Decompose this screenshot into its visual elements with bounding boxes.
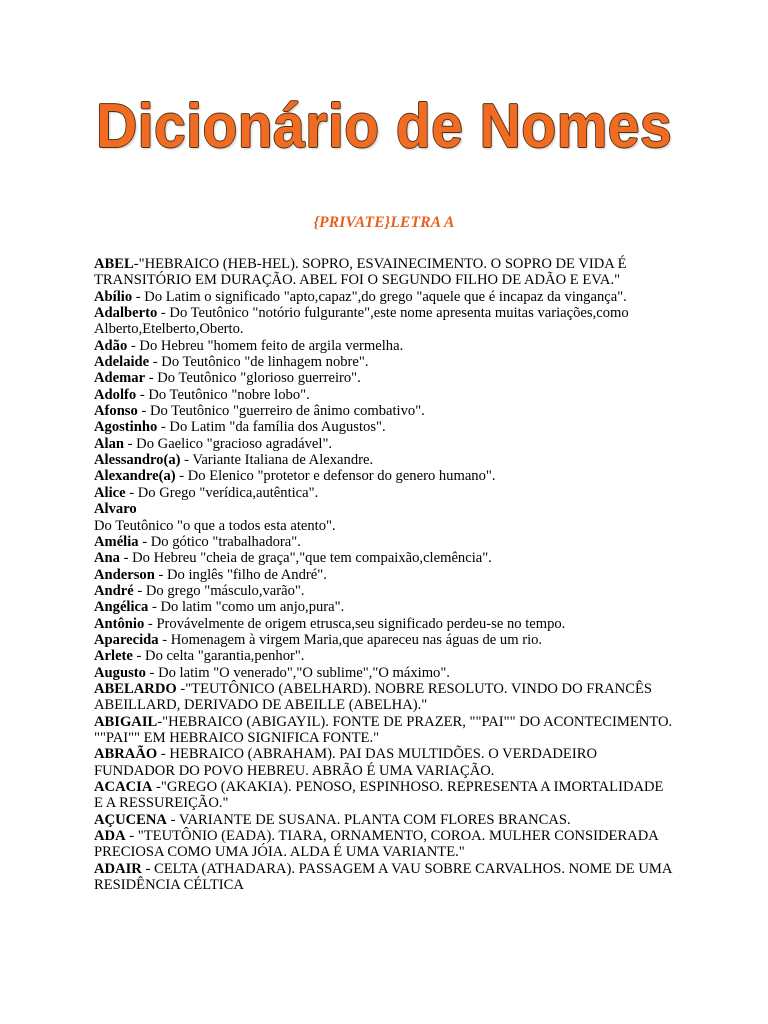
entry-definition: - Do Gaelico "gracioso agradável". [124, 435, 333, 452]
entry-definition: - "TEUTÔNIO (EADA). TIARA, ORNAMENTO, COROA. MULHER CONSIDERADA PRECIOSA COMO UMA JÓIA. ALDA É UMA VARIANTE." [94, 828, 659, 861]
dictionary-entry [94, 419, 674, 435]
entry-term: Adelaide [94, 354, 150, 371]
entry-definition: - Do Grego "verídica,autêntica". [125, 484, 319, 501]
section-heading-letra-a: {PRIVATE}LETRA A [313, 214, 455, 231]
entry-definition: - Do Latim o significado "apto,capaz",do grego "aquele que é incapaz da vingança". [132, 288, 627, 305]
dictionary-entry [94, 305, 674, 338]
entry-definition: - Do Teutônico "guerreiro de ânimo combativo". [137, 403, 425, 420]
dictionary-entry [94, 681, 674, 714]
entry-term: Alexandre(a) [94, 468, 176, 485]
dictionary-entry [94, 632, 674, 648]
entry-term: Alessandro(a) [94, 452, 181, 469]
entry-term: Agostinho [94, 419, 158, 436]
dictionary-entry [94, 387, 674, 403]
entry-definition: - Do grego "másculo,varão". [133, 582, 305, 599]
entry-definition: - VARIANTE DE SUSANA. PLANTA COM FLORES BRANCAS. [166, 811, 571, 828]
entry-term: AÇUCENA [94, 811, 167, 828]
dictionary-entry [94, 714, 674, 747]
entry-term: Aparecida [94, 631, 159, 648]
dictionary-entry [94, 567, 674, 583]
entry-definition: -"HEBRAICO (ABIGAYIL). FONTE DE PRAZER, ""PAI"" DO ACONTECIMENTO. ""PAI"" EM HEBRAICO SIGNIFICA FONTE." [94, 713, 673, 746]
entry-term: Anderson [94, 566, 155, 583]
entry-term: ACACIA [94, 779, 153, 795]
page-title: Dicionário de Nomes [95, 92, 673, 161]
dictionary-entry [94, 468, 674, 484]
entry-definition: - Do Hebreu "homem feito de argila vermelha. [127, 337, 404, 354]
entry-term: Antônio [94, 615, 145, 632]
entry-definition: -"GREGO (AKAKIA). PENOSO, ESPINHOSO. REPRESENTA A IMORTALIDADE E A RESSUREIÇÃO." [94, 779, 664, 812]
dictionary-entry [94, 501, 674, 534]
entry-term: ADAIR [94, 860, 142, 877]
dictionary-entry [94, 861, 674, 894]
dictionary-entry [94, 648, 674, 664]
dictionary-entry [94, 665, 674, 681]
entry-term: Ademar [94, 370, 146, 387]
entry-definition: - Do Elenico "protetor e defensor do genero humano". [175, 468, 496, 485]
entry-term: Amélia [94, 533, 139, 550]
entry-definition: - Do latim "O venerado","O sublime","O máximo". [145, 664, 450, 681]
dictionary-entry [94, 256, 674, 289]
dictionary-entry [94, 616, 674, 632]
entry-term: Alice [94, 484, 126, 501]
entry-definition: - CELTA (ATHADARA). PASSAGEM A VAU SOBRE CARVALHOS. NOME DE UMA RESIDÊNCIA CÉLTICA [94, 860, 672, 894]
entry-definition: -"HEBRAICO (HEB-HEL). SOPRO, ESVAINECIMENTO. O SOPRO DE VIDA É TRANSITÓRIO EM DURAÇÃO. ABEL FOI O SEGUNDO FILHO DE ADÃO E EVA." [94, 256, 627, 289]
dictionary-entry [94, 354, 674, 370]
document-title-block [0, 92, 768, 161]
dictionary-entry [94, 779, 674, 812]
entry-definition: - Provávelmente de origem etrusca,seu significado perdeu-se no tempo. [144, 615, 566, 632]
entry-definition: - Do celta "garantia,penhor". [132, 648, 305, 665]
dictionary-entry [94, 746, 674, 779]
entry-term: Alvaro [94, 501, 137, 518]
entry-term: Augusto [94, 664, 146, 681]
entry-definition: - Do latim "como um anjo,pura". [148, 599, 345, 616]
dictionary-entry [94, 370, 674, 386]
entry-term: Arlete [94, 648, 133, 665]
entry-term: André [94, 582, 134, 599]
entry-definition: - Do Latim "da família dos Augustos". [157, 419, 386, 436]
dictionary-entry [94, 550, 674, 566]
entry-definition: - Homenagem à virgem Maria,que apareceu nas águas de um rio. [158, 631, 543, 648]
entry-term: Abílio [94, 288, 133, 305]
entry-term: ABEL [94, 256, 134, 272]
entry-definition: - Do Teutônico "nobre lobo". [136, 386, 310, 403]
entry-definition: - Do Teutônico "notório fulgurante",este nome apresenta muitas variações,como Alberto,Etelberto,Oberto. [94, 305, 629, 338]
dictionary-entry-list [94, 256, 674, 893]
entry-term: Afonso [94, 403, 138, 420]
entry-term: Adão [94, 337, 128, 354]
dictionary-entry [94, 403, 674, 419]
dictionary-entry [94, 599, 674, 615]
dictionary-entry [94, 583, 674, 599]
entry-term: ABIGAIL [94, 713, 158, 730]
dictionary-entry [94, 828, 674, 861]
entry-term: Adalberto [94, 305, 158, 322]
entry-definition: - Do Teutônico "de linhagem nobre". [149, 354, 369, 371]
dictionary-entry [94, 436, 674, 452]
dictionary-entry [94, 289, 674, 305]
dictionary-entry [94, 534, 674, 550]
entry-definition: - HEBRAICO (ABRAHAM). PAI DAS MULTIDÕES. O VERDADEIRO FUNDADOR DO POVO HEBREU. ABRÃO É UMA VARIAÇÃO. [94, 746, 597, 779]
dictionary-entry [94, 338, 674, 354]
entry-term: ADA [94, 828, 126, 845]
dictionary-entry [94, 485, 674, 501]
entry-term: Ana [94, 550, 120, 567]
entry-term: Angélica [94, 599, 149, 616]
entry-term: ABRAÃO [94, 746, 158, 763]
entry-definition: - Do Teutônico "glorioso guerreiro". [145, 370, 361, 387]
entry-definition: - Do gótico "trabalhadora". [138, 533, 301, 550]
entry-definition: -"TEUTÔNICO (ABELHARD). NOBRE RESOLUTO. VINDO DO FRANCÊS ABEILLARD, DERIVADO DE ABEILLE (ABELHA)." [94, 680, 652, 714]
entry-definition: - Do Hebreu "cheia de graça","que tem compaixão,clemência". [119, 550, 492, 567]
dictionary-entry [94, 812, 674, 828]
entry-term: ABELARDO [94, 680, 177, 697]
entry-definition: - Do inglês "filho de André". [154, 566, 327, 583]
entry-definition: Do Teutônico "o que a todos esta atento". [94, 517, 336, 534]
entry-term: Adolfo [94, 386, 137, 403]
entry-definition: - Variante Italiana de Alexandre. [180, 452, 374, 469]
entry-term: Alan [94, 435, 125, 452]
dictionary-entry [94, 452, 674, 468]
